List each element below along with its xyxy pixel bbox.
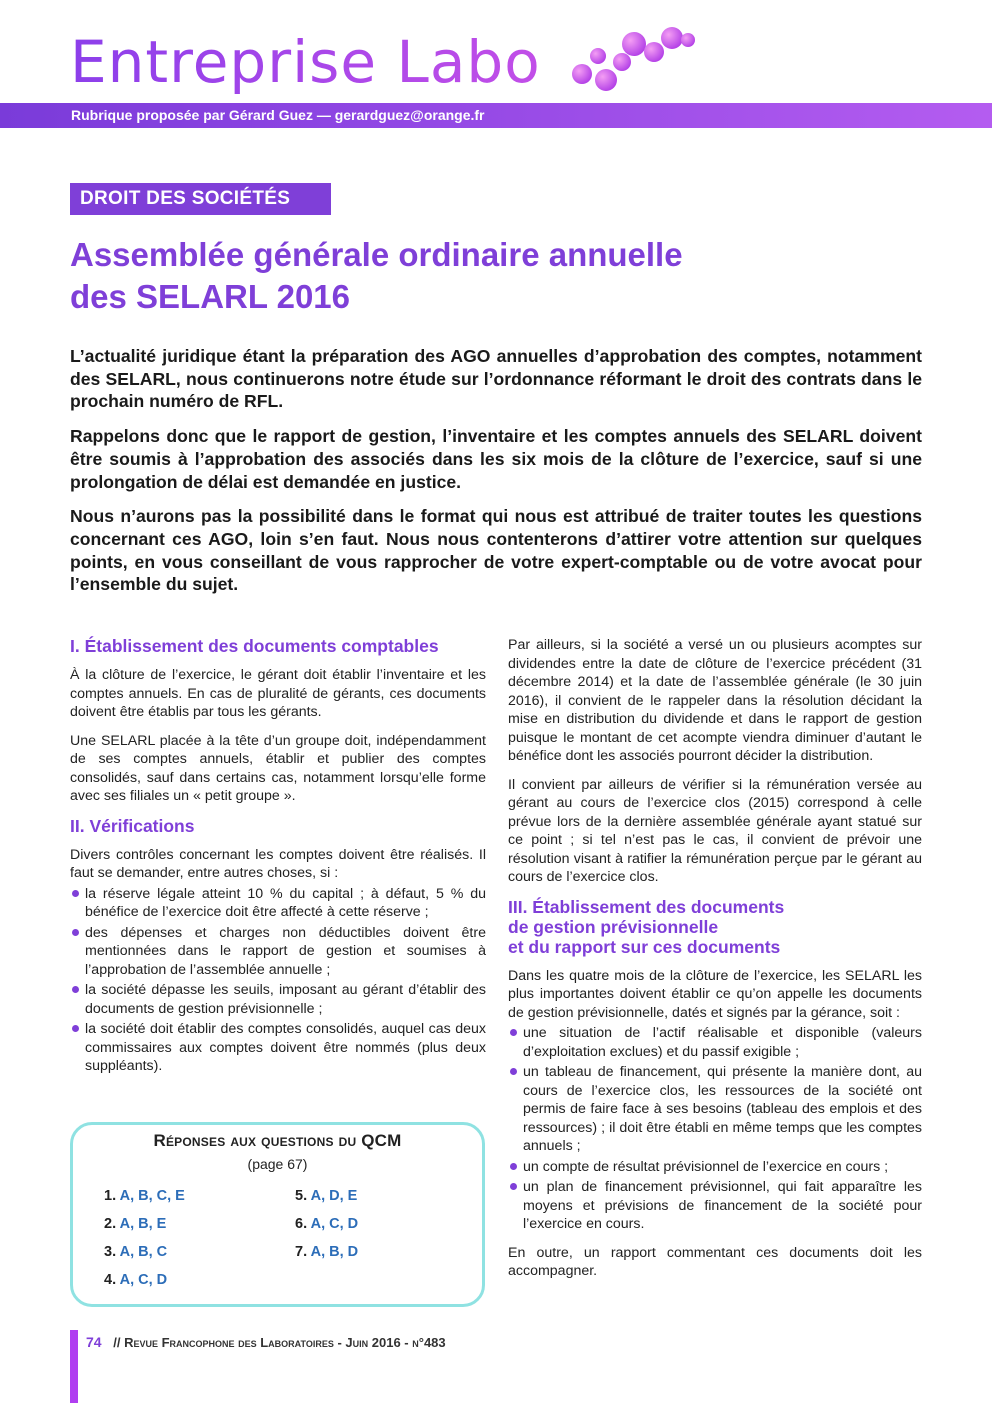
article-title-line1: Assemblée générale ordinaire annuelle [70,236,683,273]
intro-paragraph: L’actualité juridique étant la préparation des AGO annuelles d’approbation des comptes, notamment des SELARL, nous continuerons notre étude sur l’ordonnance réformant le droit des contrats dans le prochain numéro de RFL. [70,346,922,412]
list-item: la réserve légale atteint 10 % du capital ; à défaut, 5 % du bénéfice de l’exercice doit être affecté à cette réserve ; [70,885,486,922]
section1-paragraph: Une SELARL placée à la tête d’un groupe doit, indépendamment de ses comptes annuels, établir et publier des comptes consolidés, sauf dans certains cas, notamment lorsqu’elle forme avec ses filiales un « petit groupe ». [70,732,486,804]
logo-title [70,30,570,114]
qcm-answer-value: A, C, D [310,1216,359,1232]
section3-bullet-list [508,1024,922,1234]
qcm-answer [104,1188,185,1204]
qcm-answer-number: 4. [104,1272,117,1288]
rubrique-credit: Rubrique proposée par Gérard Guez — gerardguez@orange.fr [71,107,485,123]
list-item: un compte de résultat prévisionnel de l’exercice en cours ; [508,1158,922,1177]
qcm-answer-number: 7. [295,1244,308,1260]
section-tag: DROIT DES SOCIÉTÉS [80,188,291,209]
qcm-title: Réponses aux questions du QCM [153,1131,402,1150]
list-item: la société doit établir des comptes consolidés, auquel cas deux commissaires aux comptes doivent être nommés (plus deux suppléants). [70,1020,486,1076]
section1-paragraph: À la clôture de l’exercice, le gérant doit établir l’inventaire et les comptes annuels. En cas de pluralité de gérants, ces documents doivent être établis par tous les gérants. [70,667,486,720]
qcm-answer-value: A, B, C [119,1244,168,1260]
qcm-answer [295,1216,358,1232]
list-item: la société dépasse les seuils, imposant au gérant d’établir des documents de gestion prévisionnelle ; [70,981,486,1018]
list-item: des dépenses et charges non déductibles doivent être mentionnées dans le rapport de gestion et soumises à l’approbation de l’assemblée annuelle ; [70,924,486,980]
list-item: un plan de financement prévisionnel, qui fait apparaître les moyens et prévisions de financement de la société pour l’exercice en cours. [508,1178,922,1234]
right-column [508,636,922,1291]
intro-paragraph: Nous n’aurons pas la possibilité dans le format qui nous est attribué de traiter toutes les questions concernant ces AGO, loin s’en faut. Nous nous contenterons d’attirer votre attention sur quelques points, en vous conseillant de vous rapprocher de votre expert-comptable ou de votre avocat pour l’ensemble du sujet. [70,506,922,595]
section2-intro: Divers contrôles concernant les comptes doivent être réalisés. Il faut se demander, entre autres choses, si : [70,846,486,881]
section3-heading-line3: et du rapport sur ces documents [508,936,781,957]
qcm-subtitle: (page 67) [247,1156,308,1172]
qcm-answer-number: 2. [104,1216,117,1232]
qcm-answer [104,1216,166,1232]
qcm-answer [295,1188,357,1204]
section3-heading-line1: III. Établissement des documents [508,896,785,917]
logo-bubbles-icon [568,22,698,97]
section2-bullet-list [70,885,486,1076]
article-title [70,234,920,318]
article-intro [70,345,922,608]
section1-heading: I. Établissement des documents comptables [70,636,439,656]
section3-heading [508,897,922,957]
section3-outro: En outre, un rapport commentant ces documents doit les accompagner. [508,1244,922,1279]
right-paragraph: Il convient par ailleurs de vérifier si la rémunération versée au gérant au cours de l’exercice clos (2015) correspond à celle prévue lors de la dernière assemblée générale ayant statué sur ce point ; si tel n’est pas le cas, il convient de prévoir une résolution visant à ratifier la rémunération perçue par le gérant au cours de l’exercice clos. [508,776,922,885]
qcm-answer-number: 1. [104,1188,117,1204]
section3-heading-line2: de gestion prévisionnelle [508,916,719,937]
list-item: une situation de l’actif réalisable et disponible (valeurs d’exploitation exclues) et du passif exigible ; [508,1024,922,1061]
qcm-answer-value: A, C, D [119,1272,168,1288]
logo-title-text: Entreprise Labo [70,28,541,96]
qcm-answer-value: A, B, D [310,1244,359,1260]
qcm-answer-value: A, B, E [119,1216,167,1232]
qcm-answer-number: 3. [104,1244,117,1260]
footer-accent-bar [70,1330,78,1403]
right-paragraph: Par ailleurs, si la société a versé un ou plusieurs acomptes sur dividendes entre la date de clôture de l’exercice précédent (31 décembre 2014) et la date de l’assemblée générale (le 30 juin 2016), il convient de le rappeler dans la résolution décidant la mise en distribution du dividende et dans le rapport de gestion puisque le montant de cet acompte viendra diminuer d’autant le bénéfice dont les associés pourront décider la distribution. [508,637,922,764]
page-number: 74 [86,1334,102,1350]
journal-name: Revue Francophone des Laboratoires [124,1335,334,1350]
section2-heading: II. Vérifications [70,815,195,836]
qcm-answer-value: A, D, E [310,1188,358,1204]
intro-paragraph: Rappelons donc que le rapport de gestion, l’inventaire et les comptes annuels des SELARL doivent être soumis à l’approbation des associés dans les six mois de la clôture de l’exercice, sauf si une prolongation de délai est demandée en justice. [70,426,922,492]
left-column [70,636,486,1086]
qcm-answer [104,1272,167,1288]
journal-issue: - Juin 2016 - n°483 [337,1335,446,1350]
qcm-answer [295,1244,358,1260]
list-item: un tableau de financement, qui présente la manière dont, au cours de l’exercice clos, les ressources de la société ont permis de faire face à ses besoins (tableau des emplois et des ressources) ; il doit être établi en même temps que les comptes annuels ; [508,1063,922,1156]
qcm-answer-number: 5. [295,1188,308,1204]
article-title-line2: des SELARL 2016 [70,278,351,315]
footer-slashes: // [113,1335,121,1350]
logo-title-svg [70,30,570,100]
qcm-answer-value: A, B, C, E [119,1188,185,1204]
footer [86,1334,446,1350]
section3-intro: Dans les quatre mois de la clôture de l’exercice, les SELARL les plus importantes doivent établir ce qu’on appelle les documents de gestion prévisionnelle, datés et signés par la gérance, soit : [508,967,922,1021]
qcm-answer [104,1244,167,1260]
qcm-answer-number: 6. [295,1216,308,1232]
